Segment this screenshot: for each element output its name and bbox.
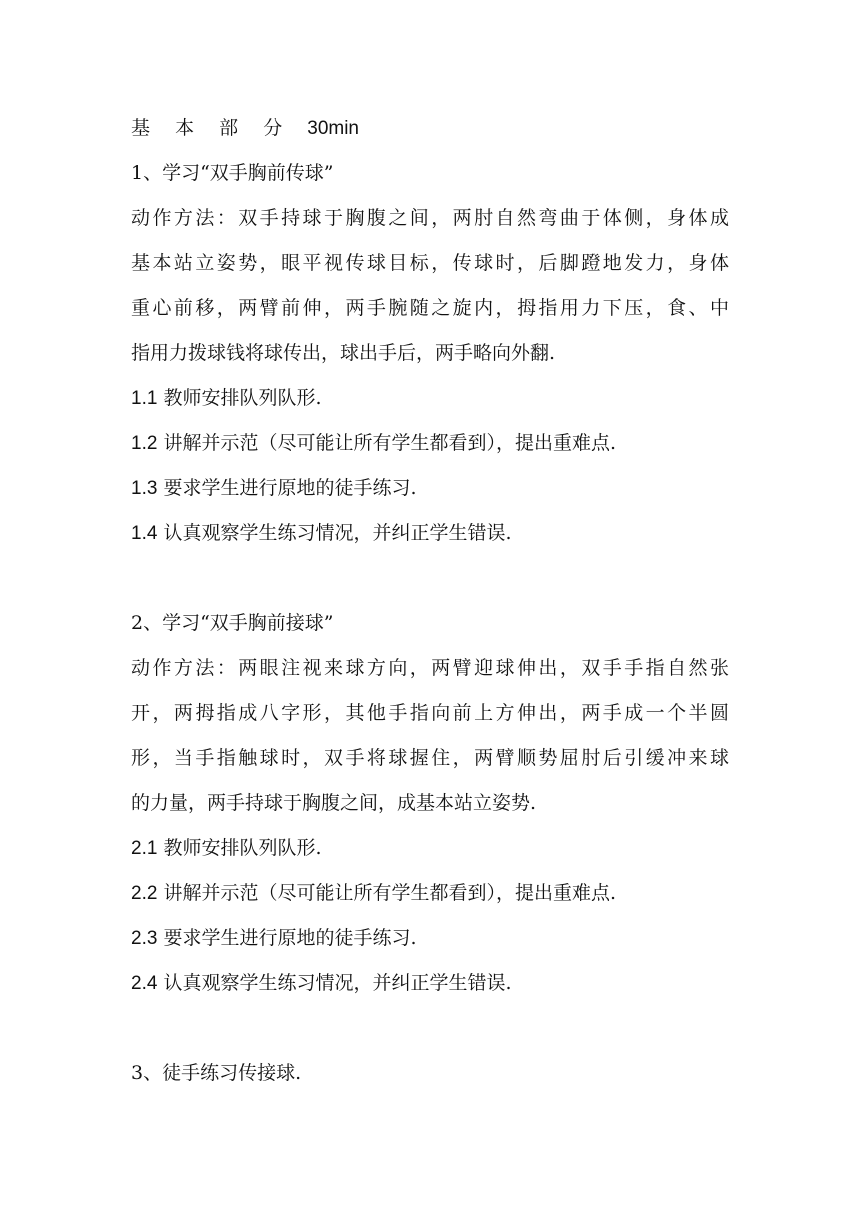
step-text: 要求学生进行原地的徒手练习.	[163, 477, 417, 499]
section2-method-line: 的力量，两手持球于胸腹之间，成基本站立姿势.	[131, 792, 537, 814]
step-number: 1.1	[131, 388, 158, 409]
step-number: 2.4	[131, 973, 158, 994]
section-header	[131, 115, 359, 142]
step-text: 讲解并示范（尽可能让所有学生都看到），提出重难点.	[163, 432, 617, 454]
section2-method-line: 动作方法：两眼注视来球方向，两臂迎球伸出，双手手指自然张	[131, 657, 729, 679]
step-item	[131, 880, 616, 907]
header-char: 分	[263, 117, 283, 139]
step-number: 2.2	[131, 883, 158, 904]
step-number: 2.3	[131, 928, 158, 949]
step-number: 2.1	[131, 838, 158, 859]
section1-title: 1、学习“双手胸前传球”	[131, 162, 334, 184]
step-item	[131, 835, 322, 862]
section2-method-line: 形，当手指触球时，双手将球握住，两臂顺势屈肘后引缓冲来球	[131, 747, 729, 769]
step-text: 教师安排队列队形.	[163, 387, 322, 409]
step-text: 教师安排队列队形.	[163, 837, 322, 859]
section1-method-line: 指用力拨球钱将球传出，球出手后，两手略向外翻.	[131, 342, 556, 364]
step-number: 1.2	[131, 433, 158, 454]
header-char: 本	[175, 117, 195, 139]
section3-title: 3、徒手练习传接球.	[131, 1062, 302, 1084]
step-number: 1.3	[131, 478, 158, 499]
header-char: 部	[219, 117, 239, 139]
step-item	[131, 520, 512, 547]
step-text: 要求学生进行原地的徒手练习.	[163, 927, 417, 949]
header-char: 基	[131, 117, 151, 139]
section2-title: 2、学习“双手胸前接球”	[131, 612, 334, 634]
section1-method-line: 动作方法：双手持球于胸腹之间，两肘自然弯曲于体侧，身体成	[131, 207, 729, 229]
step-number: 1.4	[131, 523, 158, 544]
step-text: 认真观察学生练习情况，并纠正学生错误.	[163, 972, 512, 994]
step-item	[131, 385, 322, 412]
step-item	[131, 970, 512, 997]
section1-method-line: 基本站立姿势，眼平视传球目标，传球时，后脚蹬地发力，身体	[131, 252, 729, 274]
section1-method-line: 重心前移，两臂前伸，两手腕随之旋内，拇指用力下压，食、中	[131, 297, 729, 319]
section2-method-line: 开，两拇指成八字形，其他手指向前上方伸出，两手成一个半圆	[131, 702, 729, 724]
step-item	[131, 925, 417, 952]
step-item	[131, 430, 616, 457]
step-text: 讲解并示范（尽可能让所有学生都看到），提出重难点.	[163, 882, 617, 904]
step-item	[131, 475, 417, 502]
step-text: 认真观察学生练习情况，并纠正学生错误.	[163, 522, 512, 544]
header-duration: 30min	[307, 118, 359, 139]
